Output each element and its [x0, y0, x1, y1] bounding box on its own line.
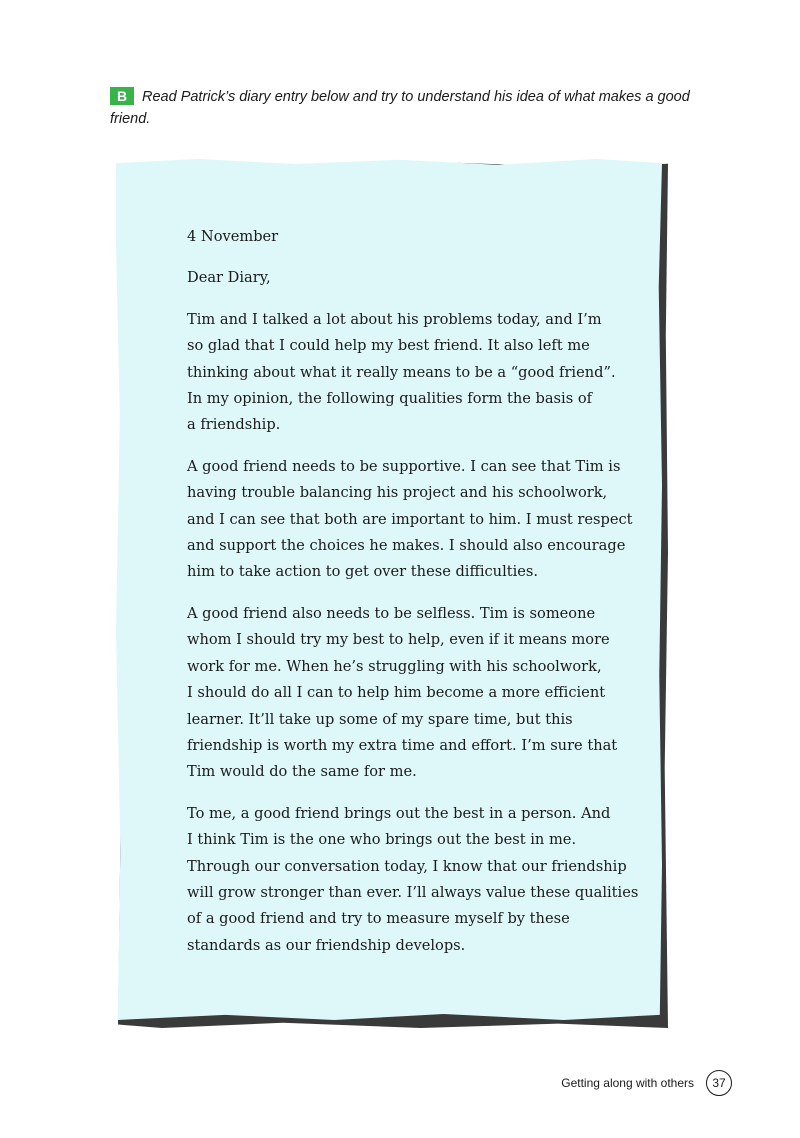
diary-line: work for me. When he’s struggling with his schoolwork,: [187, 657, 602, 675]
diary-line: so glad that I could help my best friend. It also left me: [187, 337, 590, 355]
page-number: 37: [706, 1070, 732, 1096]
diary-line: Tim and I talked a lot about his problems today, and I’m: [187, 310, 602, 328]
diary-paragraph: [187, 307, 627, 439]
diary-line: him to take action to get over these difficulties.: [187, 563, 539, 581]
diary-line: and I can see that both are important to him. I must respect: [187, 510, 633, 528]
diary-line: I think Tim is the one who brings out the best in me.: [187, 831, 577, 849]
diary-line: and support the choices he makes. I should also encourage: [187, 537, 626, 555]
diary-line: Tim would do the same for me.: [187, 763, 417, 781]
footer-section-title: Getting along with others: [561, 1076, 694, 1090]
diary-line: will grow stronger than ever. I’ll always value these qualities: [187, 883, 639, 901]
diary-line: standards as our friendship develops.: [187, 936, 466, 954]
diary-line: I should do all I can to help him become a more efficient: [187, 684, 606, 702]
diary-line: Through our conversation today, I know that our friendship: [187, 857, 627, 875]
diary-line: of a good friend and try to measure myself by these: [187, 910, 570, 928]
diary-line: In my opinion, the following qualities form the basis of: [187, 390, 593, 408]
diary-line: friendship is worth my extra time and effort. I’m sure that: [187, 736, 618, 754]
diary-line: A good friend also needs to be selfless. Tim is someone: [187, 604, 596, 622]
instruction-text-line1: Read Patrick’s diary entry below and try to understand his idea of what makes a good: [142, 89, 690, 105]
diary-line: A good friend needs to be supportive. I can see that Tim is: [187, 457, 621, 475]
diary-entry: [187, 224, 639, 974]
diary-paragraph: [187, 454, 633, 586]
diary-line: To me, a good friend brings out the best in a person. And: [187, 804, 611, 822]
diary-paragraph: [187, 601, 627, 786]
diary-greeting: Dear Diary,: [187, 269, 271, 287]
instruction-text-line2: friend.: [110, 111, 151, 127]
instruction: [110, 86, 690, 130]
section-badge: B: [110, 87, 134, 105]
page-footer: [561, 1070, 732, 1096]
diary-date: 4 November: [187, 228, 279, 245]
diary-line: learner. It’ll take up some of my spare time, but this: [187, 710, 573, 728]
diary-line: a friendship.: [187, 416, 281, 434]
diary-line: thinking about what it really means to be a “good friend”.: [187, 363, 616, 381]
diary-paragraph: [187, 801, 639, 959]
diary-line: whom I should try my best to help, even if it means more: [187, 631, 610, 649]
diary-line: having trouble balancing his project and his schoolwork,: [187, 484, 608, 502]
